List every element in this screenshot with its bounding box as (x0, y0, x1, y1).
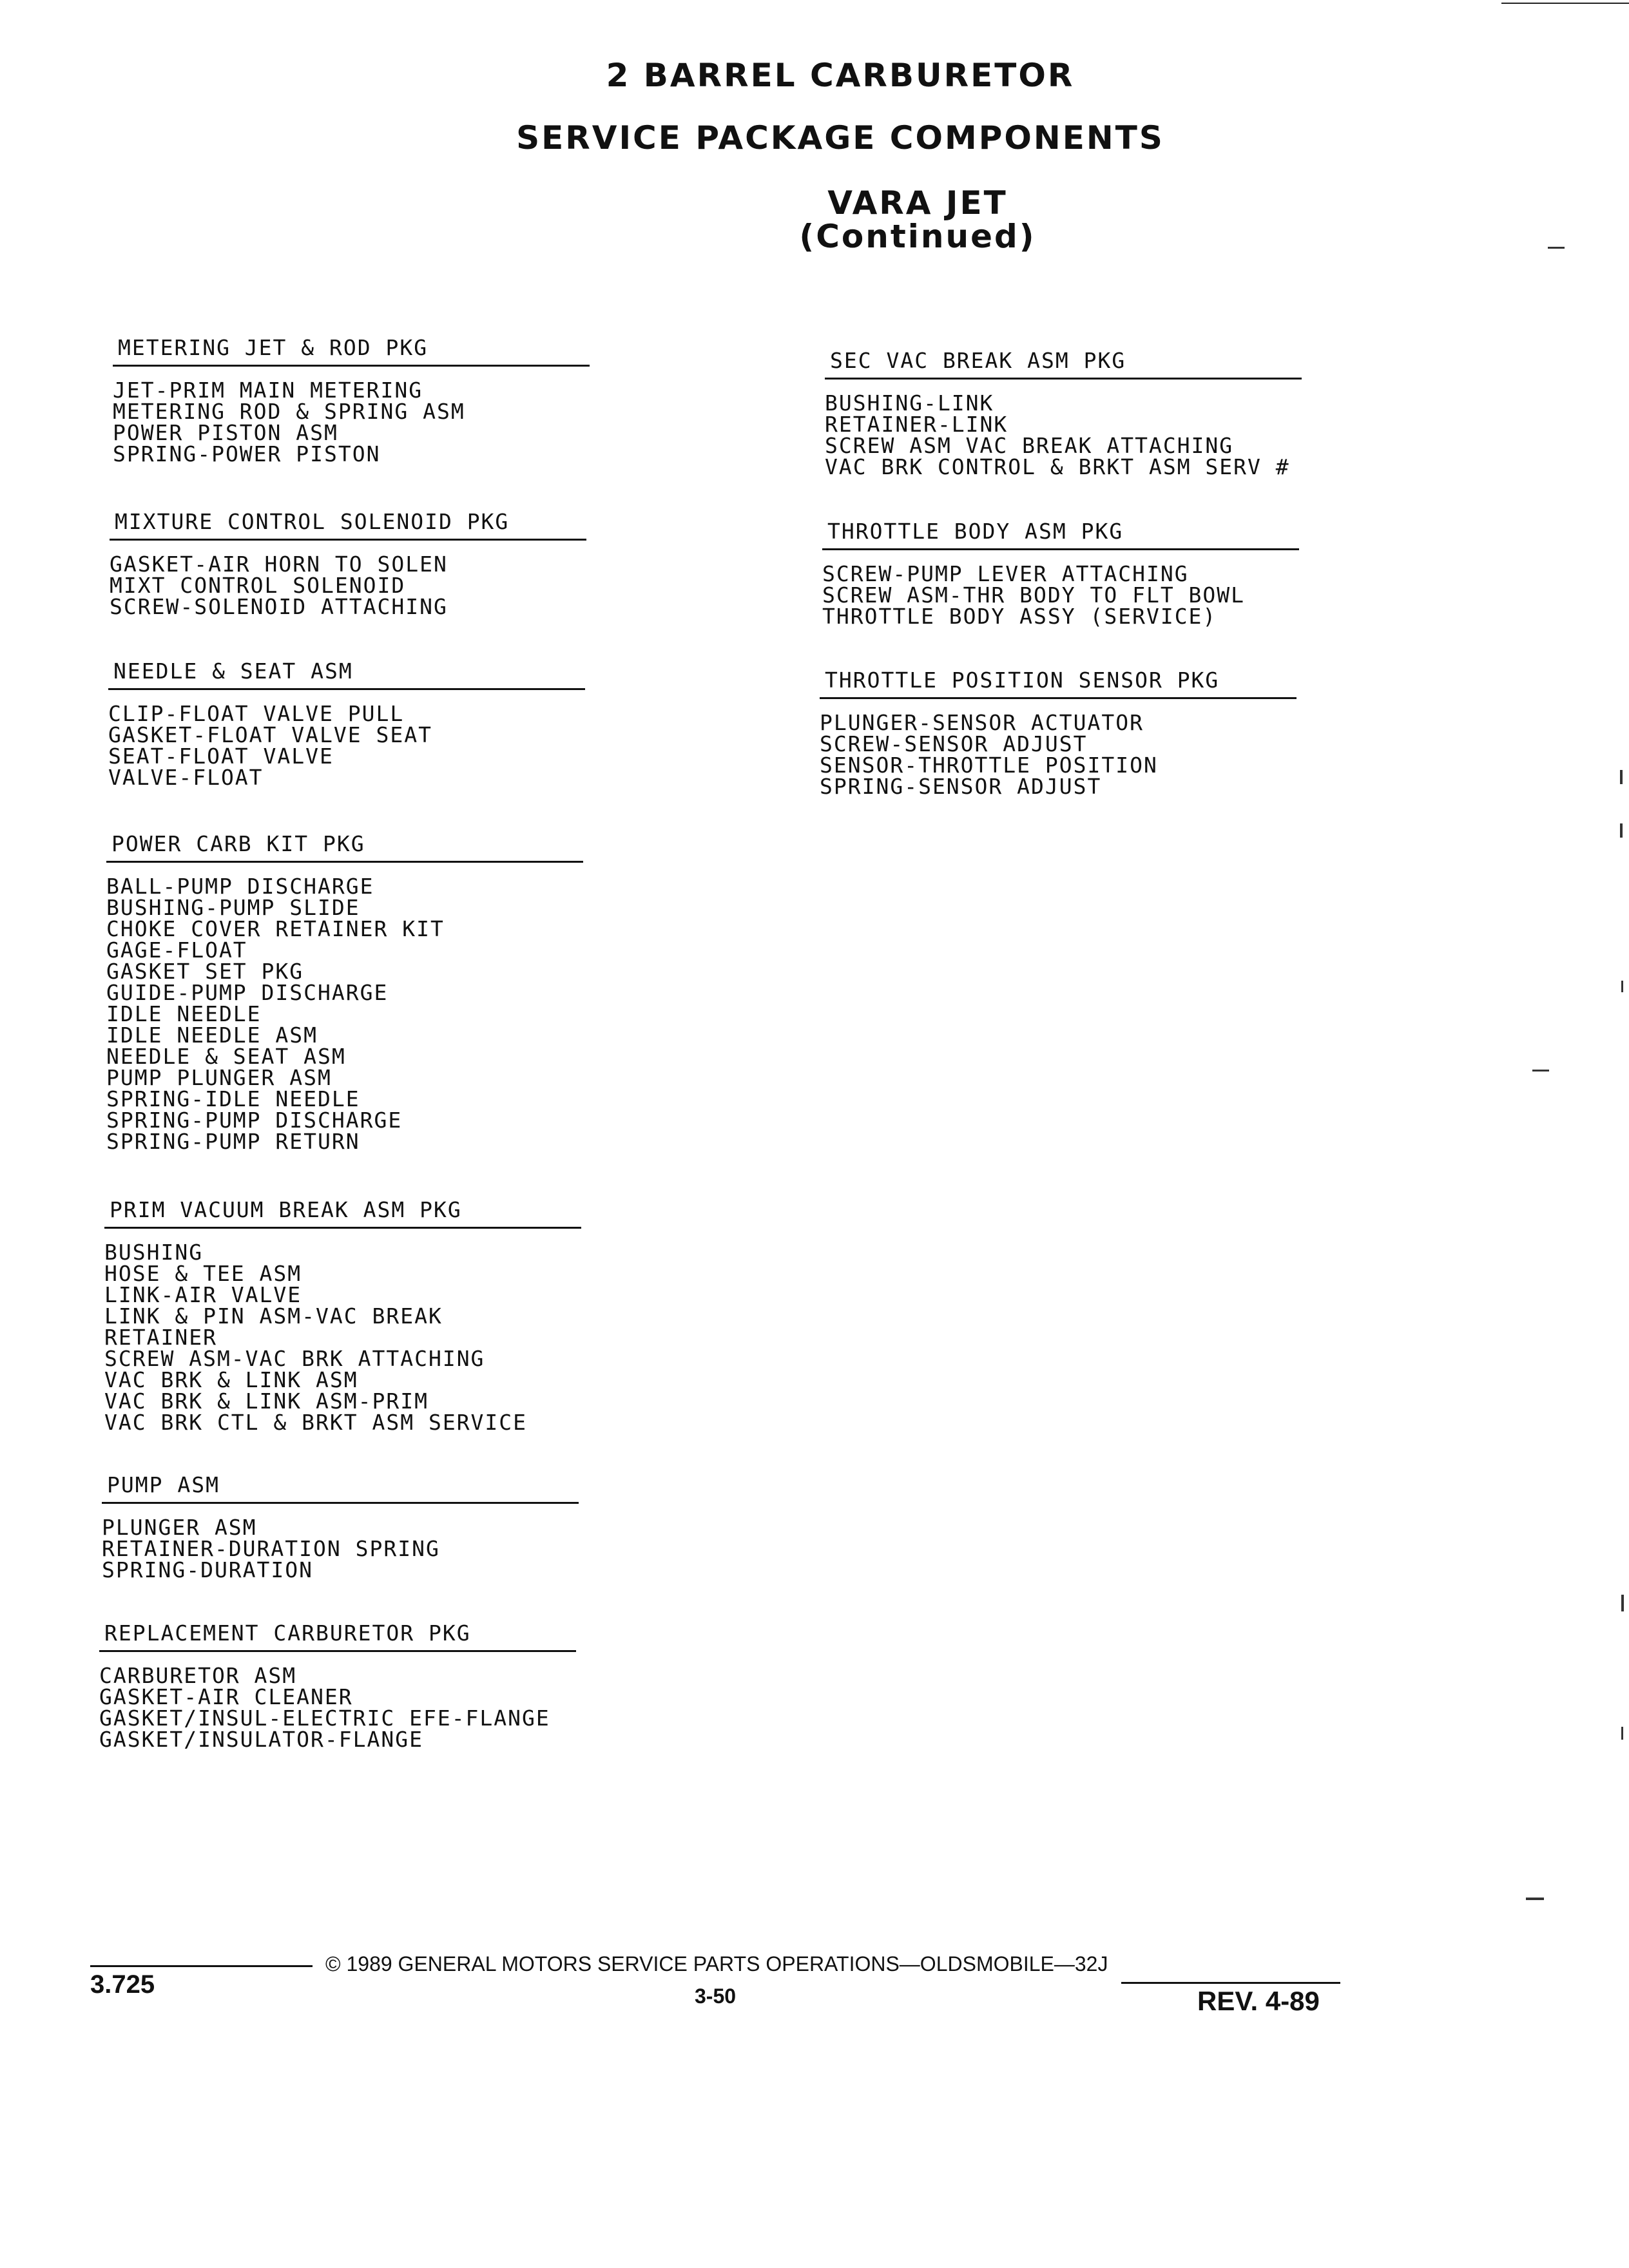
scan-mark (1621, 981, 1623, 992)
part-item: GASKET-AIR CLEANER (99, 1684, 353, 1709)
part-item: GASKET-AIR HORN TO SOLEN (110, 552, 448, 577)
part-item: BUSHING-LINK (825, 390, 994, 416)
part-item: VALVE-FLOAT (108, 765, 264, 790)
part-item: MIXT CONTROL SOLENOID (110, 573, 406, 598)
scan-mark (1621, 1595, 1624, 1611)
document-subtitle: SERVICE PACKAGE COMPONENTS (516, 119, 1164, 157)
part-item: SENSOR-THROTTLE POSITION (820, 753, 1158, 778)
part-item: PLUNGER-SENSOR ACTUATOR (820, 710, 1144, 735)
scan-mark (1621, 1727, 1623, 1740)
part-item: SCREW-PUMP LEVER ATTACHING (822, 561, 1189, 586)
part-item: SCREW ASM VAC BREAK ATTACHING (825, 433, 1234, 458)
part-item: SCREW ASM-VAC BRK ATTACHING (104, 1346, 485, 1371)
section-metering-jet-rod (113, 335, 590, 465)
section-mixture-control-solenoid (110, 509, 586, 617)
part-item: SCREW-SOLENOID ATTACHING (110, 594, 448, 619)
part-item: VAC BRK & LINK ASM-PRIM (104, 1389, 429, 1414)
part-item: THROTTLE BODY ASSY (SERVICE) (822, 604, 1217, 629)
footer-rule-right (1121, 1982, 1340, 1984)
part-item: SPRING-IDLE NEEDLE (106, 1086, 360, 1111)
section-heading: REPLACEMENT CARBURETOR PKG (99, 1620, 576, 1652)
part-item: SCREW-SENSOR ADJUST (820, 731, 1088, 756)
part-item: GASKET/INSULATOR-FLANGE (99, 1727, 423, 1752)
section-power-carb-kit (106, 831, 583, 1152)
scan-mark (1532, 1070, 1549, 1072)
part-item: GASKET SET PKG (106, 959, 304, 984)
part-item: SPRING-SENSOR ADJUST (820, 774, 1102, 799)
corner-rule (1501, 3, 1629, 4)
section-throttle-position-sensor (820, 668, 1296, 797)
section-heading: POWER CARB KIT PKG (106, 831, 583, 863)
section-heading: NEEDLE & SEAT ASM (108, 658, 585, 690)
part-item: LINK-AIR VALVE (104, 1282, 302, 1307)
part-item: METERING ROD & SPRING ASM (113, 399, 465, 424)
part-item: BUSHING-PUMP SLIDE (106, 895, 360, 920)
part-item: SPRING-POWER PISTON (113, 441, 381, 466)
section-heading: MIXTURE CONTROL SOLENOID PKG (110, 509, 586, 541)
part-item: RETAINER-LINK (825, 412, 1008, 437)
section-replacement-carburetor (99, 1620, 576, 1750)
section-heading: THROTTLE BODY ASM PKG (822, 519, 1299, 550)
section-heading: SEC VAC BREAK ASM PKG (825, 348, 1302, 380)
part-item: GUIDE-PUMP DISCHARGE (106, 980, 389, 1005)
carburetor-model: VARA JET (827, 184, 1008, 222)
footer-rule-left (90, 1965, 313, 1967)
scan-mark (1526, 1898, 1544, 1900)
part-item: IDLE NEEDLE ASM (106, 1023, 318, 1048)
page-number: 3-50 (695, 1984, 737, 2008)
scan-mark (1548, 247, 1565, 249)
continued-note: (Continued) (799, 218, 1036, 255)
part-item: SPRING-PUMP DISCHARGE (106, 1108, 403, 1133)
section-sec-vac-break (825, 348, 1302, 477)
part-item: SCREW ASM-THR BODY TO FLT BOWL (822, 582, 1246, 608)
part-item: SPRING-PUMP RETURN (106, 1129, 360, 1154)
part-item: CLIP-FLOAT VALVE PULL (108, 701, 405, 726)
copyright-notice: © 1989 GENERAL MOTORS SERVICE PARTS OPERATIONS—OLDSMOBILE—32J (325, 1952, 1108, 1975)
section-heading: THROTTLE POSITION SENSOR PKG (820, 668, 1296, 699)
part-item: HOSE & TEE ASM (104, 1261, 302, 1286)
part-item: LINK & PIN ASM-VAC BREAK (104, 1303, 443, 1329)
section-number: 3.725 (90, 1970, 155, 1999)
section-prim-vacuum-break (104, 1197, 581, 1433)
part-item: BALL-PUMP DISCHARGE (106, 874, 374, 899)
part-item: PUMP PLUNGER ASM (106, 1065, 332, 1090)
part-item: PLUNGER ASM (102, 1515, 257, 1540)
section-needle-seat (108, 658, 585, 788)
part-item: VAC BRK CTL & BRKT ASM SERVICE (104, 1410, 528, 1435)
section-pump-asm (102, 1472, 579, 1581)
part-item: RETAINER-DURATION SPRING (102, 1536, 440, 1561)
part-item: CARBURETOR ASM (99, 1663, 297, 1688)
part-item: IDLE NEEDLE (106, 1001, 262, 1026)
part-item: VAC BRK CONTROL & BRKT ASM SERV # (825, 454, 1290, 479)
part-item: NEEDLE & SEAT ASM (106, 1044, 346, 1069)
part-item: POWER PISTON ASM (113, 420, 338, 445)
section-throttle-body (822, 519, 1299, 627)
section-heading: PRIM VACUUM BREAK ASM PKG (104, 1197, 581, 1229)
section-heading: METERING JET & ROD PKG (113, 335, 590, 367)
section-heading: PUMP ASM (102, 1472, 579, 1504)
scan-mark (1620, 823, 1623, 838)
part-item: BUSHING (104, 1240, 204, 1265)
part-item: SEAT-FLOAT VALVE (108, 744, 334, 769)
revision-label: REV. 4-89 (1197, 1986, 1320, 2016)
document-title: 2 BARREL CARBURETOR (606, 57, 1075, 94)
part-item: VAC BRK & LINK ASM (104, 1367, 358, 1392)
part-item: CHOKE COVER RETAINER KIT (106, 916, 445, 941)
part-item: JET-PRIM MAIN METERING (113, 378, 423, 403)
part-item: SPRING-DURATION (102, 1557, 314, 1582)
part-item: GASKET/INSUL-ELECTRIC EFE-FLANGE (99, 1706, 550, 1731)
part-item: RETAINER (104, 1325, 217, 1350)
part-item: GASKET-FLOAT VALVE SEAT (108, 722, 432, 747)
scan-mark (1620, 770, 1623, 784)
part-item: GAGE-FLOAT (106, 937, 247, 963)
